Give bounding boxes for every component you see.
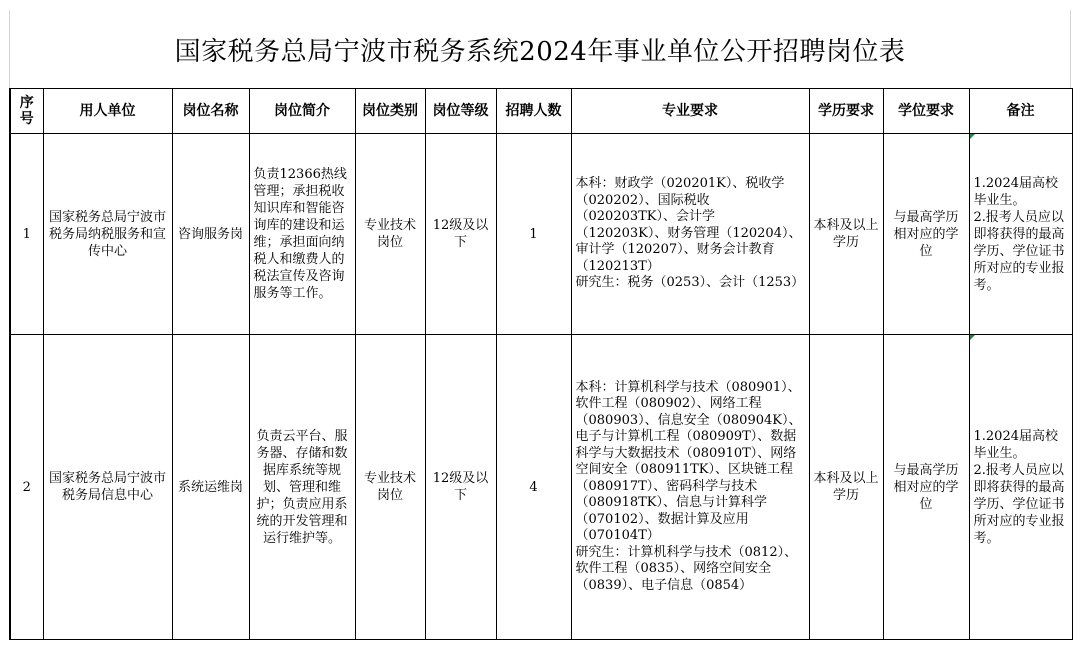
header-degree: 学位要求	[883, 89, 969, 134]
cell-education: 本科及以上学历	[809, 134, 883, 335]
cell-degree: 与最高学历相对应的学位	[883, 134, 969, 335]
cell-intro: 负责12366热线管理；承担税收知识库和智能咨询库的建设和运维；承担面向纳税人和缴费人的税法宣传及咨询服务等工作。	[249, 134, 355, 335]
cell-unit: 国家税务总局宁波市税务局信息中心	[43, 335, 172, 640]
header-level: 岗位等级	[425, 89, 496, 134]
cell-no: 2	[10, 335, 43, 640]
header-major: 专业要求	[571, 89, 809, 134]
header-position: 岗位名称	[172, 89, 249, 134]
header-intro: 岗位简介	[249, 89, 355, 134]
cell-unit: 国家税务总局宁波市税务局纳税服务和宣传中心	[43, 134, 172, 335]
header-unit: 用人单位	[43, 89, 172, 134]
cell-remark: 1.2024届高校毕业生。 2.报考人员应以即将获得的最高学历、学位证书所对应的专业报考。	[969, 335, 1072, 640]
cell-level: 12级及以下	[425, 335, 496, 640]
cell-degree: 与最高学历相对应的学位	[883, 335, 969, 640]
cell-major: 本科：计算机科学与技术（080901）、软件工程（080902）、网络工程（080903）、信息安全（080904K）、电子与计算机工程（080909T）、数据科学与大数据技术（080910T）、网络空间安全（080911TK）、区块链工程（080917T）、密码科学与技术（080918TK）、信息与计算科学（070102）、数据计算及应用（070104T） 研究生：计算机科学与技术（0812）、软件工程（0835）、网络空间安全（0839）、电子信息（0854）	[571, 335, 809, 640]
cell-count: 1	[496, 134, 571, 335]
cell-remark: 1.2024届高校毕业生。 2.报考人员应以即将获得的最高学历、学位证书所对应的专业报考。	[969, 134, 1072, 335]
cell-position: 咨询服务岗	[172, 134, 249, 335]
header-row	[10, 89, 1072, 134]
cell-major: 本科：财政学（020201K）、税收学（020202）、国际税收（020203TK）、会计学（120203K）、财务管理（120204）、审计学（120207）、财务会计教育（120213T） 研究生：税务（0253）、会计（1253）	[571, 134, 809, 335]
header-category: 岗位类别	[355, 89, 425, 134]
cell-no: 1	[10, 134, 43, 335]
table-row	[10, 335, 1072, 640]
cell-count: 4	[496, 335, 571, 640]
cell-intro: 负责云平台、服务器、存储和数据库系统等规划、管理和维护；负责应用系统的开发管理和运行维护等。	[249, 335, 355, 640]
page-title: 国家税务总局宁波市税务系统2024年事业单位公开招聘岗位表	[9, 10, 1071, 88]
cell-position: 系统运维岗	[172, 335, 249, 640]
header-remark: 备注	[969, 89, 1072, 134]
header-education: 学历要求	[809, 89, 883, 134]
cell-level: 12级及以下	[425, 134, 496, 335]
cell-category: 专业技术岗位	[355, 335, 425, 640]
cell-education: 本科及以上学历	[809, 335, 883, 640]
header-count: 招聘人数	[496, 89, 571, 134]
table-row	[10, 134, 1072, 335]
cell-category: 专业技术岗位	[355, 134, 425, 335]
header-no: 序 号	[10, 89, 43, 134]
recruitment-table	[9, 88, 1073, 640]
